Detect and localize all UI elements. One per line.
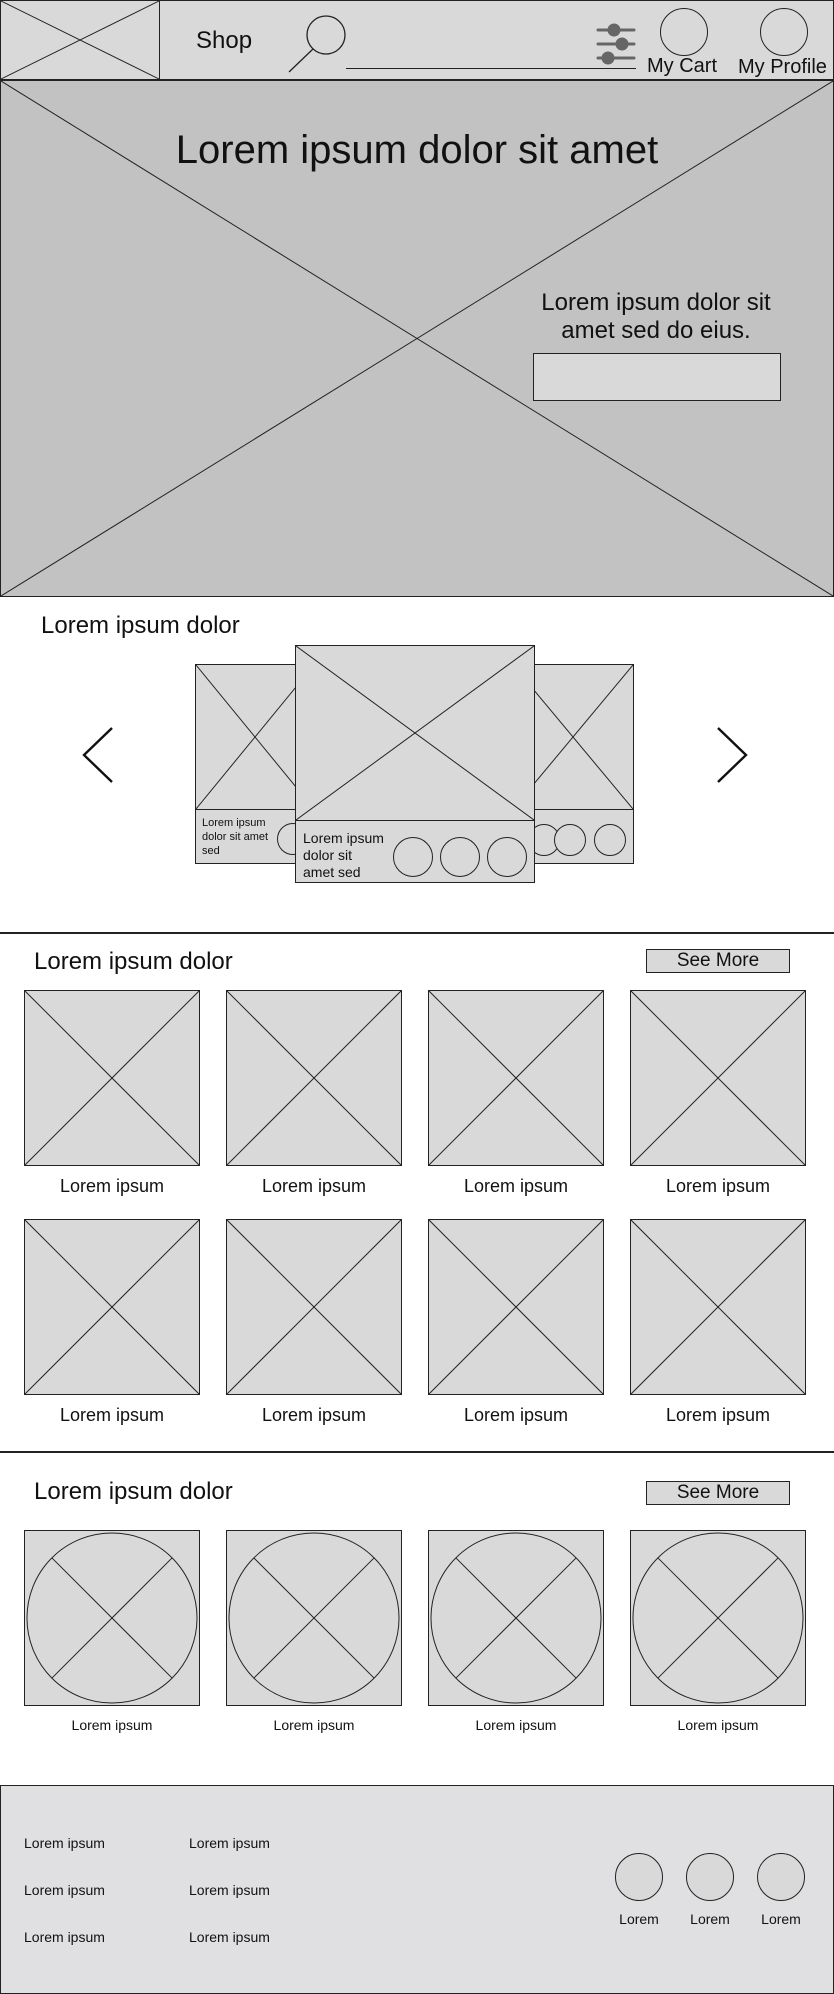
- cart-label[interactable]: My Cart: [647, 55, 717, 77]
- product-label[interactable]: Lorem ipsum: [463, 1405, 569, 1425]
- social-label: Lorem: [761, 1911, 801, 1927]
- hero-side-text-line2: amet sed do eius.: [561, 317, 751, 344]
- section-divider: [0, 932, 834, 934]
- category-label[interactable]: Lorem ipsum: [475, 1717, 557, 1733]
- product-thumbnail[interactable]: [630, 1219, 806, 1395]
- logo-placeholder[interactable]: [0, 0, 160, 80]
- card-text-line3: amet sed: [303, 864, 361, 880]
- see-more-button[interactable]: See More: [646, 949, 790, 973]
- card-action-icon[interactable]: [594, 824, 626, 856]
- category-label[interactable]: Lorem ipsum: [273, 1717, 355, 1733]
- grid-section-heading: Lorem ipsum dolor: [34, 948, 233, 975]
- profile-avatar-icon[interactable]: [760, 8, 808, 56]
- product-thumbnail[interactable]: [24, 990, 200, 1166]
- carousel-card-center[interactable]: [295, 645, 535, 883]
- social-icon[interactable]: [686, 1853, 734, 1901]
- category-label[interactable]: Lorem ipsum: [71, 1717, 153, 1733]
- product-label[interactable]: Lorem ipsum: [665, 1405, 771, 1425]
- hero-side-text-line1: Lorem ipsum dolor sit: [541, 289, 771, 316]
- card-image: [295, 645, 535, 821]
- category-thumbnail[interactable]: [24, 1530, 200, 1706]
- product-label[interactable]: Lorem ipsum: [463, 1176, 569, 1196]
- card-text-line2: dolor sit: [303, 847, 353, 863]
- category-thumbnail[interactable]: [428, 1530, 604, 1706]
- product-thumbnail[interactable]: [428, 990, 604, 1166]
- category-thumbnail[interactable]: [630, 1530, 806, 1706]
- section-divider: [0, 1451, 834, 1453]
- footer-link[interactable]: Lorem ipsum: [24, 1929, 105, 1945]
- card-action-icon[interactable]: [393, 837, 433, 877]
- product-thumbnail[interactable]: [226, 990, 402, 1166]
- social-icon[interactable]: [615, 1853, 663, 1901]
- carousel-heading: Lorem ipsum dolor: [41, 612, 240, 639]
- social-icon[interactable]: [757, 1853, 805, 1901]
- card-action-icon[interactable]: [487, 837, 527, 877]
- footer-link[interactable]: Lorem ipsum: [189, 1835, 270, 1851]
- category-thumbnail[interactable]: [226, 1530, 402, 1706]
- product-thumbnail[interactable]: [428, 1219, 604, 1395]
- footer-link[interactable]: Lorem ipsum: [24, 1835, 105, 1851]
- nav-shop-link[interactable]: Shop: [196, 27, 253, 54]
- carousel-next-chevron-icon[interactable]: [714, 726, 750, 784]
- category-section-heading: Lorem ipsum dolor: [34, 1478, 233, 1505]
- product-label[interactable]: Lorem ipsum: [261, 1405, 367, 1425]
- product-thumbnail[interactable]: [24, 1219, 200, 1395]
- category-label[interactable]: Lorem ipsum: [677, 1717, 759, 1733]
- hero-cta-button[interactable]: [533, 353, 781, 401]
- footer-link[interactable]: Lorem ipsum: [24, 1882, 105, 1898]
- product-thumbnail[interactable]: [630, 990, 806, 1166]
- product-thumbnail[interactable]: [226, 1219, 402, 1395]
- footer-link[interactable]: Lorem ipsum: [189, 1929, 270, 1945]
- social-label: Lorem: [619, 1911, 659, 1927]
- footer-link[interactable]: Lorem ipsum: [189, 1882, 270, 1898]
- cart-icon[interactable]: [660, 8, 708, 56]
- card-text-line1: Lorem ipsum: [202, 817, 266, 829]
- card-text-line2: dolor sit amet: [202, 831, 269, 843]
- social-label: Lorem: [690, 1911, 730, 1927]
- product-label[interactable]: Lorem ipsum: [59, 1176, 165, 1196]
- product-label[interactable]: Lorem ipsum: [59, 1405, 165, 1425]
- product-label[interactable]: Lorem ipsum: [261, 1176, 367, 1196]
- card-action-icon[interactable]: [440, 837, 480, 877]
- see-more-button[interactable]: See More: [646, 1481, 790, 1505]
- filter-sliders-icon[interactable]: [594, 22, 638, 66]
- search-input-underline[interactable]: [346, 68, 636, 69]
- hero-title: Lorem ipsum dolor sit amet: [175, 128, 659, 172]
- profile-label[interactable]: My Profile: [738, 56, 827, 78]
- card-text-line1: Lorem ipsum: [303, 830, 384, 846]
- search-icon[interactable]: [286, 14, 348, 74]
- card-action-icon[interactable]: [554, 824, 586, 856]
- product-label[interactable]: Lorem ipsum: [665, 1176, 771, 1196]
- carousel-prev-chevron-icon[interactable]: [80, 726, 116, 784]
- card-text-line3: sed: [202, 845, 220, 857]
